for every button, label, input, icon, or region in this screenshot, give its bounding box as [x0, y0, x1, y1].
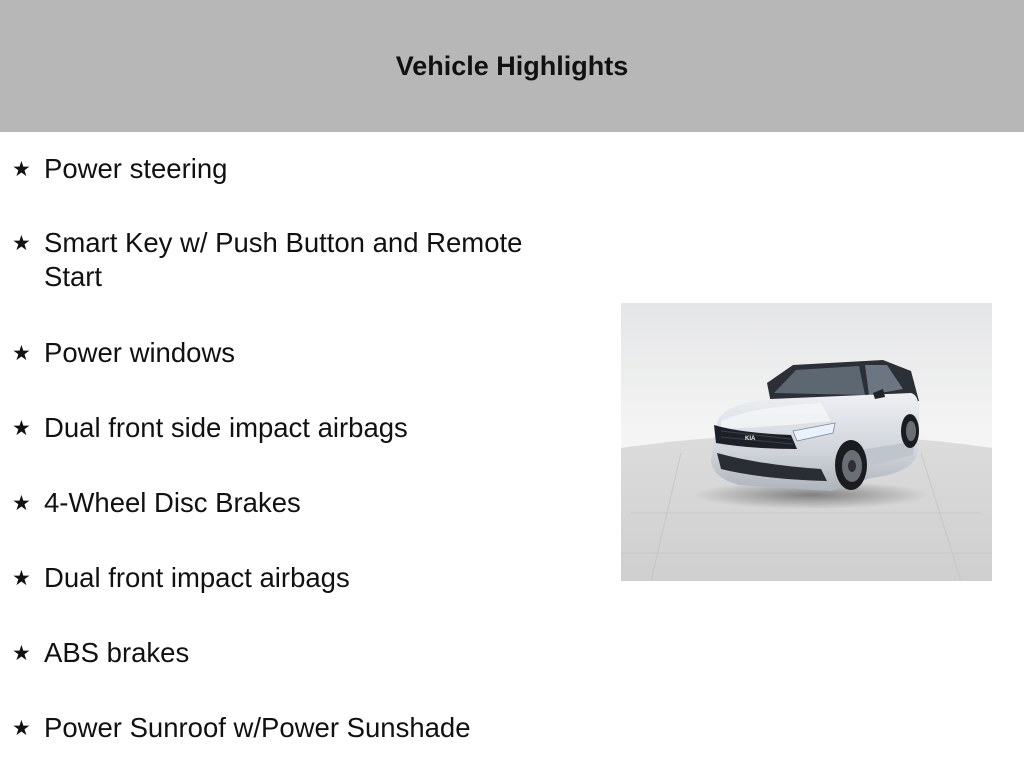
star-icon: ★ [12, 566, 31, 590]
list-item [0, 336, 600, 370]
list-item [0, 561, 600, 595]
vehicle-image [621, 303, 992, 581]
highlight-label: Power windows [44, 337, 236, 368]
list-item [0, 411, 600, 445]
highlight-label: Power steering [44, 153, 228, 184]
star-icon: ★ [12, 416, 31, 440]
star-icon: ★ [12, 157, 31, 181]
highlight-label: Smart Key w/ Push Button and Remote Start [44, 227, 523, 292]
highlight-label: Power Sunroof w/Power Sunshade [44, 712, 471, 743]
highlight-label: ABS brakes [44, 637, 190, 668]
list-item [0, 636, 600, 670]
star-icon: ★ [12, 341, 31, 365]
star-icon: ★ [12, 716, 31, 740]
list-item [0, 152, 600, 186]
page-title: Vehicle Highlights [395, 50, 629, 81]
kia-logo: KIA [745, 436, 756, 442]
highlight-label: 4-Wheel Disc Brakes [44, 487, 301, 518]
vehicle-photo [621, 303, 992, 581]
list-item [0, 711, 600, 745]
list-item [0, 226, 600, 294]
star-icon: ★ [12, 231, 31, 255]
header-banner [0, 0, 1024, 132]
highlight-label: Dual front side impact airbags [44, 412, 408, 443]
highlight-label: Dual front impact airbags [44, 562, 350, 593]
star-icon: ★ [12, 641, 31, 665]
star-icon: ★ [12, 491, 31, 515]
list-item [0, 486, 600, 520]
